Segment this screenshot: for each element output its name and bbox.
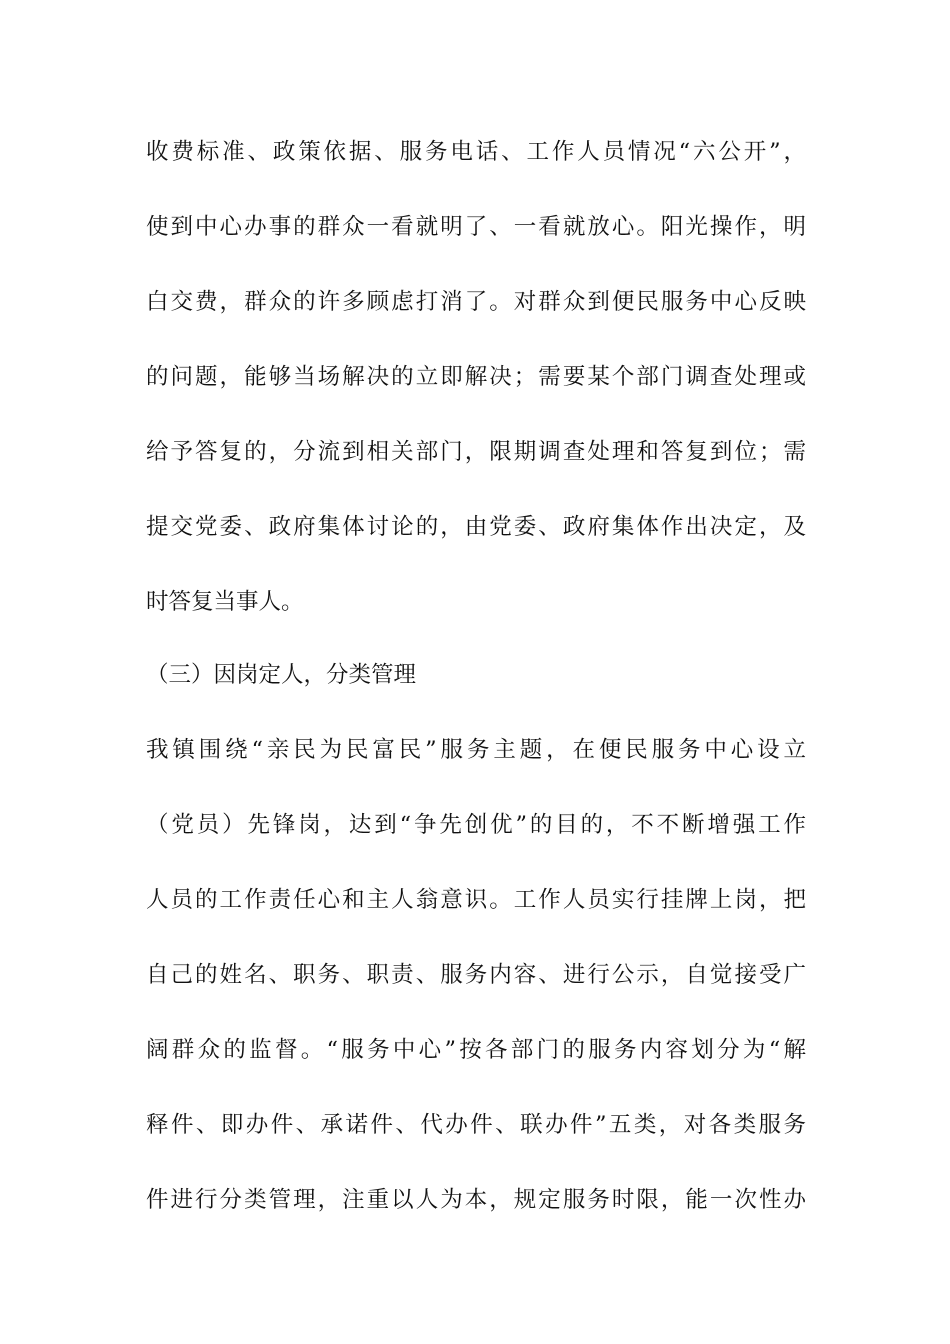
paragraph-line: 时答复当事人。: [146, 589, 304, 615]
paragraph-line: 释件、即办件、承诺件、代办件、联办件”五类，对各类服务: [146, 1112, 806, 1138]
paragraph-line: 自己的姓名、职务、职责、服务内容、进行公示，自觉接受广: [146, 962, 806, 988]
paragraph-line: 给予答复的，分流到相关部门，限期调查处理和答复到位；需: [146, 439, 806, 465]
paragraph-line: 人员的工作责任心和主人翁意识。工作人员实行挂牌上岗，把: [146, 887, 806, 913]
paragraph-line: 白交费，群众的许多顾虑打消了。对群众到便民服务中心反映: [146, 289, 806, 315]
paragraph-line: （党员）先锋岗，达到“争先创优”的目的，不不断增强工作: [146, 812, 806, 838]
section-heading: （三）因岗定人，分类管理: [146, 662, 417, 688]
paragraph-line: 我镇围绕“亲民为民富民”服务主题，在便民服务中心设立: [146, 737, 806, 763]
paragraph-line: 件进行分类管理，注重以人为本，规定服务时限，能一次性办: [146, 1187, 806, 1213]
paragraph-line: 收费标准、政策依据、服务电话、工作人员情况“六公开”，: [146, 139, 806, 165]
paragraph-line: 提交党委、政府集体讨论的，由党委、政府集体作出决定，及: [146, 514, 806, 540]
paragraph-line: 的问题，能够当场解决的立即解决；需要某个部门调查处理或: [146, 364, 806, 390]
paragraph-line: 阔群众的监督。“服务中心”按各部门的服务内容划分为“解: [146, 1037, 806, 1063]
paragraph-line: 使到中心办事的群众一看就明了、一看就放心。阳光操作，明: [146, 214, 806, 240]
